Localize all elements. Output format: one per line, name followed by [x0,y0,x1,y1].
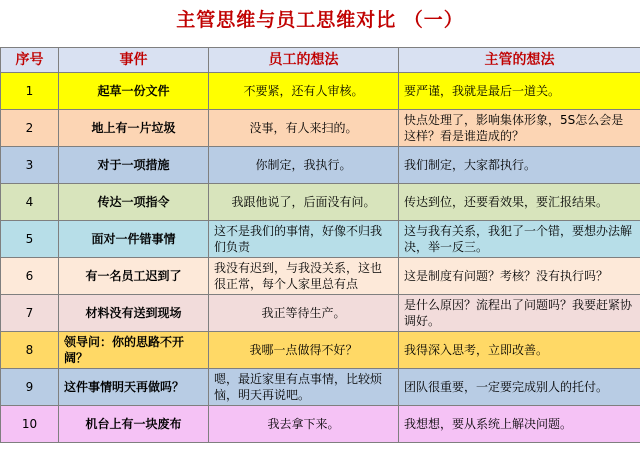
table-row [1,110,640,147]
manager-thought-cell: 是什么原因？流程出了问题吗？我要赶紧协调好。 [399,295,640,332]
manager-thought-cell: 团队很重要，一定要完成别人的托付。 [399,369,640,406]
event-cell: 材料没有送到现场 [59,295,209,332]
event-cell: 对于一项措施 [59,147,209,184]
table-row [1,147,640,184]
row-number: 9 [1,369,59,406]
row-number: 10 [1,406,59,443]
employee-thought-cell: 嗯，最近家里有点事情，比较烦恼，明天再说吧。 [209,369,399,406]
header-manager: 主管的想法 [399,48,640,73]
manager-thought-cell: 传达到位，还要看效果，要汇报结果。 [399,184,640,221]
header-event: 事件 [59,48,209,73]
row-number: 5 [1,221,59,258]
table-row [1,184,640,221]
row-number: 6 [1,258,59,295]
employee-thought-cell: 不要紧，还有人审核。 [209,73,399,110]
table-body [1,73,640,443]
row-number: 7 [1,295,59,332]
header-no: 序号 [1,48,59,73]
table-row [1,406,640,443]
employee-thought-cell: 我正等待生产。 [209,295,399,332]
event-cell: 地上有一片垃圾 [59,110,209,147]
manager-thought-cell: 我们制定，大家都执行。 [399,147,640,184]
row-number: 8 [1,332,59,369]
manager-thought-cell: 快点处理了，影响集体形象，5S怎么会是这样？看是谁造成的？ [399,110,640,147]
employee-thought-cell: 我哪一点做得不好？ [209,332,399,369]
table-row [1,73,640,110]
manager-thought-cell: 这是制度有问题？考核？没有执行吗？ [399,258,640,295]
event-cell: 这件事情明天再做吗？ [59,369,209,406]
table-row [1,295,640,332]
event-cell: 有一名员工迟到了 [59,258,209,295]
event-cell: 领导问：你的思路不开阔？ [59,332,209,369]
table-row [1,369,640,406]
manager-thought-cell: 我想想，要从系统上解决问题。 [399,406,640,443]
row-number: 2 [1,110,59,147]
header-row [1,48,640,73]
employee-thought-cell: 我跟他说了，后面没有问。 [209,184,399,221]
table-row [1,258,640,295]
event-cell: 起草一份文件 [59,73,209,110]
row-number: 1 [1,73,59,110]
event-cell: 传达一项指令 [59,184,209,221]
manager-thought-cell: 这与我有关系，我犯了一个错，要想办法解决，举一反三。 [399,221,640,258]
row-number: 4 [1,184,59,221]
table-row [1,221,640,258]
comparison-table [0,47,640,443]
employee-thought-cell: 你制定，我执行。 [209,147,399,184]
employee-thought-cell: 我去拿下来。 [209,406,399,443]
employee-thought-cell: 没事，有人来扫的。 [209,110,399,147]
employee-thought-cell: 这不是我们的事情，好像不归我们负责 [209,221,399,258]
row-number: 3 [1,147,59,184]
page-title: 主管思维与员工思维对比 （一） [176,9,464,31]
header-employee: 员工的想法 [209,48,399,73]
event-cell: 机台上有一块废布 [59,406,209,443]
table-row [1,332,640,369]
manager-thought-cell: 我得深入思考，立即改善。 [399,332,640,369]
employee-thought-cell: 我没有迟到，与我没关系，这也很正常，每个人家里总有点 [209,258,399,295]
event-cell: 面对一件错事情 [59,221,209,258]
manager-thought-cell: 要严谨，我就是最后一道关。 [399,73,640,110]
